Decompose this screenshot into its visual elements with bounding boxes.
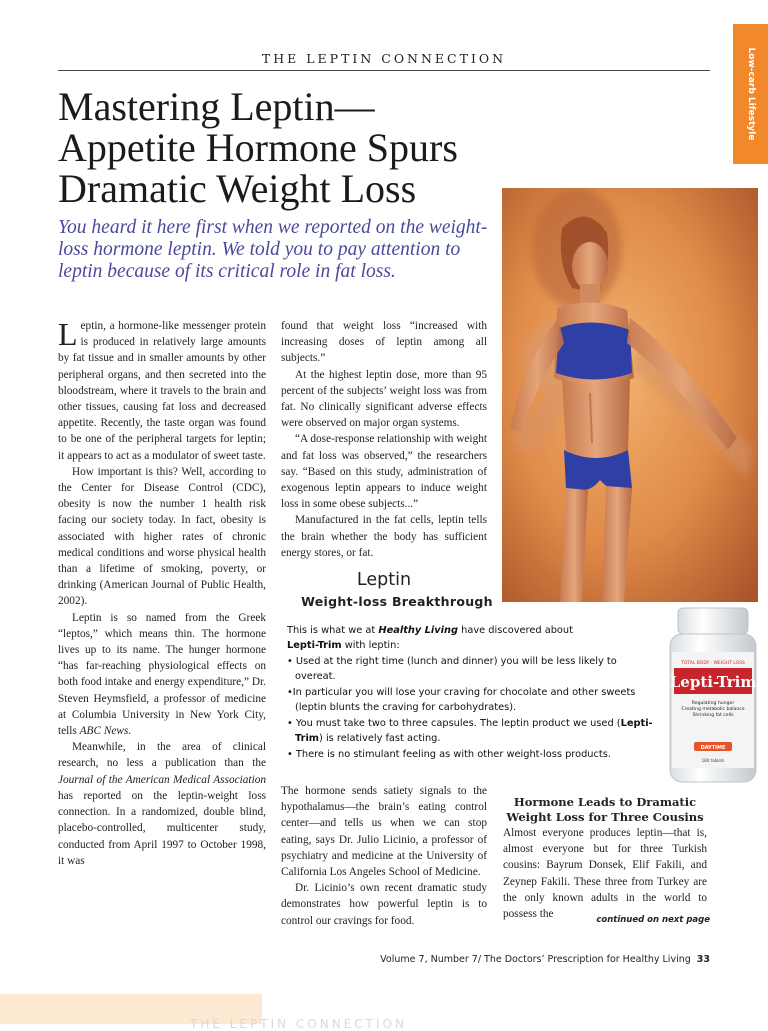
intro-text-b: have discovered about — [461, 625, 573, 636]
woman-photo-illustration — [502, 188, 758, 602]
drop-cap: L — [58, 316, 78, 352]
bottle-illustration — [664, 606, 762, 784]
paragraph-cousins: Almost everyone produces leptin—that is, almost everyone but for three Turkish cousins: Bayrum Donsek, Elif Fakili, and Zeynep Fakili. These three from Turkey are the only known adults in the world to possess the — [503, 827, 707, 921]
woman-photo — [502, 188, 758, 602]
paragraph-leptos: Leptin is so named from the Greek “leptos,” which means thin. The hormone lives up to its name. The hunger hormone “has far-reaching physiological effects on both food intake and energy expenditure,” Dr. Steven Heymsfield, a professor of medicine at Columbia University in New York City, tells ABC News. — [58, 611, 266, 738]
list-item: • There is no stimulant feeling as with other weight-loss products. — [287, 749, 611, 760]
product-bottle — [664, 606, 762, 784]
title-line-2: Appetite Hormone Spurs — [58, 125, 458, 170]
paragraph-fat-cells: Manufactured in the fat cells, leptin tells the brain whether the body has sufficient energy stores, or fat. — [281, 514, 487, 559]
journal-name: Journal of the American Medical Association — [58, 773, 266, 786]
column-4 — [503, 795, 707, 922]
jama-text-b: has reported on the leptin-weight loss connection. In a randomized, double blind, placebo-controlled, multicenter study, conducted from April 1997 to October 1998, it was — [58, 789, 266, 867]
paragraph-highest-dose: At the highest leptin dose, more than 95 percent of the subjects’ weight loss was from fat. No clinically significant adverse effects were observed on major organ systems. — [281, 368, 487, 430]
intro-text-a: This is what we at — [287, 625, 376, 636]
section-tab-label: Low-carb Lifestyle — [745, 47, 756, 141]
title-line-3: Dramatic Weight Loss — [58, 166, 417, 211]
page-footer — [300, 954, 710, 965]
running-head: THE LEPTIN CONNECTION — [261, 51, 507, 66]
bottle-tagline-2: Creating metabolic balance — [681, 707, 745, 712]
column-2 — [281, 318, 487, 561]
brand-name: Healthy Living — [378, 625, 458, 636]
continued-note: continued on next page — [596, 915, 710, 925]
jama-text-a: Meanwhile, in the area of clinical research, no less a publication than the — [58, 741, 266, 770]
source-abc-news: ABC News — [79, 725, 129, 738]
section-tab — [733, 24, 768, 164]
leptos-text: Leptin is so named from the Greek “leptos,” which means thin. The hormone lives up to its name. The hunger hormone “has far-reaching physiological effects on both food intake and energy expenditure,” Dr. Steven Heymsfield, a professor of medicine at Columbia University in New York City, tells — [58, 611, 266, 738]
page-number: 33 — [696, 954, 710, 965]
bottle-tagline-3: Shrinking fat cells — [692, 713, 734, 718]
lead-text: eptin, a hormone-like messenger protein is produced in relatively large amounts by fat tissue and in smaller amounts by other peripheral organs, and then secreted into the bloodstream, where it travels to the brain and other tissues, causing fat loss and decreased appetite. Recently, the taste organ was found to be one of the peripheral targets for leptin; it appears to act as a modulator of sweet taste. — [58, 320, 266, 462]
article-deck: You heard it here first when we reported on the weight-loss hormone leptin. We told you to pay attention to leptin because of its critical role in fat loss. — [58, 217, 488, 282]
sidebar-box — [287, 624, 655, 765]
paragraph-licinio: Dr. Licinio’s own recent dramatic study demonstrates how powerful leptin is to control our cravings for food. — [281, 882, 487, 927]
intro-text-c: with leptin: — [344, 639, 400, 651]
paragraph-satiety: The hormone sends satiety signals to the hypothalamus—the brain’s eating control center—and tells us when we can stop eating, says Dr. Julio Licinio, a professor of psychiatry and medicine at the University of California Los Angeles School of Medicine. — [281, 785, 487, 879]
bottle-count: 180 tablets — [701, 758, 725, 763]
subhead-cousins: Hormone Leads to Dramatic Weight Loss for Three Cousins — [506, 795, 704, 824]
sidebar-intro — [287, 624, 655, 653]
paragraph-cdc: How important is this? Well, according to the Center for Disease Control (CDC), obesity is now the number 1 health risk facing our society today. In fact, obesity is associated with higher rates of chronic medical conditions and worse physical health than a lifetime of smoking, poverty, or drinking (American Journal of Public Health, 2002). — [58, 465, 266, 608]
bottle-daytime: DAYTIME — [700, 745, 726, 751]
paragraph-dose-response: “A dose-response relationship with weight and fat loss was observed,” the researchers say. “Based on this study, administration of exogenous leptin appears to induce weight loss in some obese subjects...” — [281, 433, 488, 511]
b3-text-b: ) is relatively fast acting. — [319, 732, 441, 744]
sidebar-subheading: Weight-loss Breakthrough — [301, 594, 493, 609]
b3-product: Lepti-Trim — [295, 718, 653, 744]
paragraph-dose-increase: found that weight loss “increased with increasing doses of leptin among all subjects.” — [281, 320, 487, 365]
bottle-tagline-1: Regulating hunger — [691, 701, 735, 706]
lead-paragraph — [58, 318, 266, 464]
column-3 — [281, 783, 487, 929]
bottle-maker: TOTAL BODY · WEIGHT LOSS — [681, 661, 745, 666]
column-1 — [58, 318, 266, 869]
paragraph-jama — [58, 739, 266, 869]
product-name: Lepti-Trim — [287, 639, 342, 651]
list-item: • Used at the right time (lunch and dinner) you will be less likely to overeat. — [287, 656, 617, 682]
next-page-running-head: THE LEPTIN CONNECTION — [190, 1017, 407, 1031]
benefits-list — [287, 655, 655, 763]
bottle-brand: Lepti-Trim — [669, 673, 757, 691]
list-item — [287, 717, 655, 746]
list-item: •In particular you will lose your craving for chocolate and other sweets (leptin blunts the craving for carbohydrates). — [287, 687, 636, 713]
b3-text-a: • You must take two to three capsules. The leptin product we used ( — [287, 718, 621, 729]
header-rule — [58, 70, 710, 71]
title-line-1: Mastering Leptin— — [58, 84, 375, 129]
footer-text: Volume 7, Number 7/ The Doctors’ Prescription for Healthy Living — [380, 954, 691, 965]
sidebar-heading: Leptin — [356, 570, 412, 590]
